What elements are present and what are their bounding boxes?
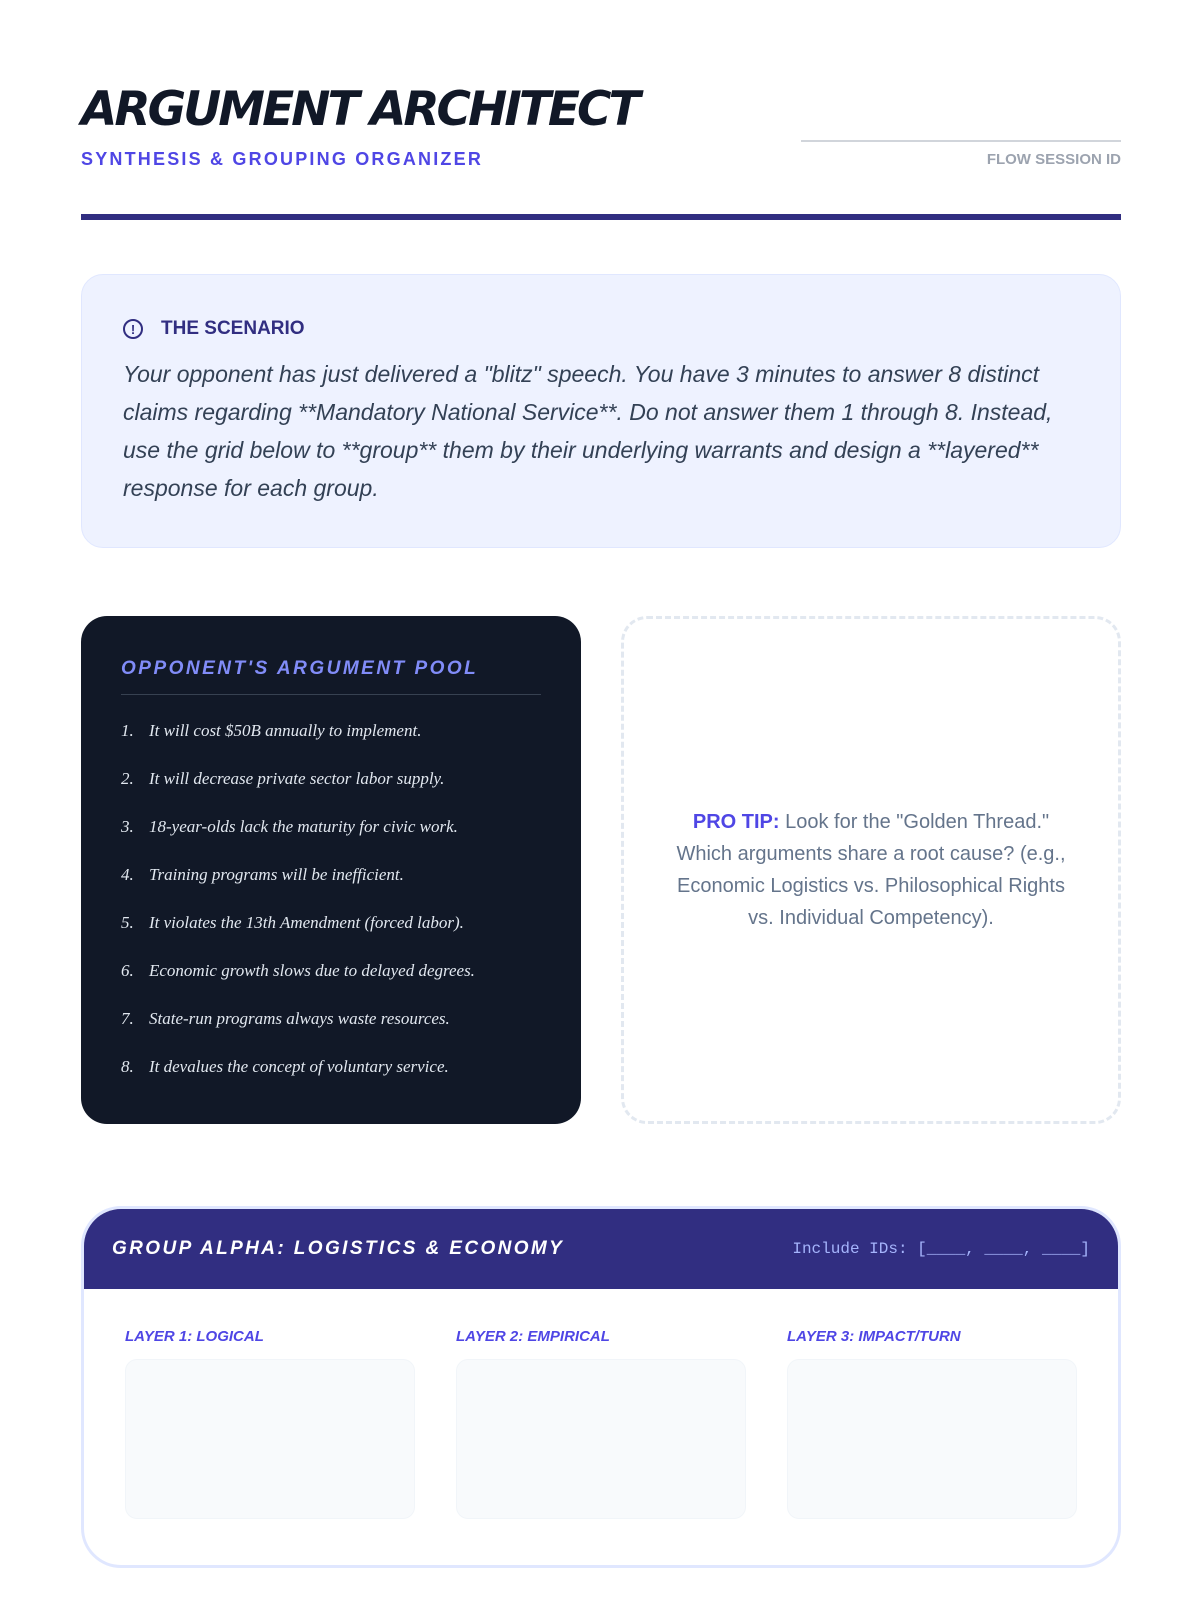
scenario-card xyxy=(81,274,1121,548)
layer-label: LAYER 1: LOGICAL xyxy=(125,1328,264,1345)
argument-number: 4. xyxy=(121,865,134,884)
argument-item xyxy=(121,719,541,767)
group-alpha-header xyxy=(84,1209,1118,1289)
argument-text: State-run programs always waste resources. xyxy=(149,1009,450,1028)
layer-label: LAYER 2: EMPIRICAL xyxy=(456,1328,610,1345)
argument-text: Training programs will be inefficient. xyxy=(149,865,404,884)
alert-circle-icon: ! xyxy=(123,319,143,339)
layer-column-impact xyxy=(787,1327,1077,1519)
argument-item xyxy=(121,959,541,1007)
layer-grid xyxy=(84,1289,1118,1519)
argument-pool-title: OPPONENT'S ARGUMENT POOL xyxy=(121,658,541,695)
argument-number: 6. xyxy=(121,961,134,980)
argument-item xyxy=(121,815,541,863)
header xyxy=(81,82,1121,222)
argument-pool-panel xyxy=(81,616,581,1124)
argument-item xyxy=(121,1055,541,1103)
pro-tip-text xyxy=(668,806,1074,934)
layer-logical-input[interactable] xyxy=(125,1359,415,1519)
page-subtitle: SYNTHESIS & GROUPING ORGANIZER xyxy=(81,149,484,169)
argument-text: It will decrease private sector labor supply. xyxy=(149,769,445,788)
scenario-header xyxy=(123,315,1079,343)
session-id-field[interactable] xyxy=(801,140,1121,142)
layer-impact-input[interactable] xyxy=(787,1359,1077,1519)
group-alpha-title: GROUP ALPHA: LOGISTICS & ECONOMY xyxy=(112,1238,565,1259)
argument-text: It will cost $50B annually to implement. xyxy=(149,721,422,740)
pro-tip-panel xyxy=(621,616,1121,1124)
argument-text: 18-year-olds lack the maturity for civic work. xyxy=(149,817,458,836)
argument-item xyxy=(121,911,541,959)
argument-number: 3. xyxy=(121,817,134,836)
argument-number: 8. xyxy=(121,1057,134,1076)
header-divider xyxy=(81,214,1121,220)
argument-text: It violates the 13th Amendment (forced labor). xyxy=(149,913,464,932)
layer-label: LAYER 3: IMPACT/TURN xyxy=(787,1328,961,1345)
argument-number: 5. xyxy=(121,913,134,932)
argument-text: Economic growth slows due to delayed degrees. xyxy=(149,961,475,980)
argument-item xyxy=(121,767,541,815)
pro-tip-body: Look for the "Golden Thread." Which arguments share a root cause? (e.g., Economic Logistics vs. Philosophical Rights vs. Individual Competency). xyxy=(676,811,1066,929)
layer-empirical-input[interactable] xyxy=(456,1359,746,1519)
scenario-text: Your opponent has just delivered a "blitz" speech. You have 3 minutes to answer 8 distinct claims regarding **Mandatory National Service**. Do not answer them 1 through 8. Instead, use the grid below to **group** them by their underlying warrants and design a **layered** response for each group. xyxy=(123,361,1053,501)
argument-list xyxy=(121,719,541,1103)
layer-column-empirical xyxy=(456,1327,746,1519)
argument-item xyxy=(121,863,541,911)
argument-item xyxy=(121,1007,541,1055)
session-id-label: FLOW SESSION ID xyxy=(986,151,1121,168)
argument-text: It devalues the concept of voluntary service. xyxy=(149,1057,449,1076)
group-alpha-card xyxy=(81,1206,1121,1568)
argument-number: 2. xyxy=(121,769,134,788)
layer-column-logical xyxy=(125,1327,415,1519)
pro-tip-label: PRO TIP: xyxy=(692,811,780,833)
group-alpha-ids-field[interactable]: Include IDs: [____, ____, ____] xyxy=(792,1240,1090,1258)
argument-number: 1. xyxy=(121,721,134,740)
scenario-label: THE SCENARIO xyxy=(161,318,305,339)
page-title: ARGUMENT ARCHITECT xyxy=(81,82,638,137)
argument-number: 7. xyxy=(121,1009,134,1028)
